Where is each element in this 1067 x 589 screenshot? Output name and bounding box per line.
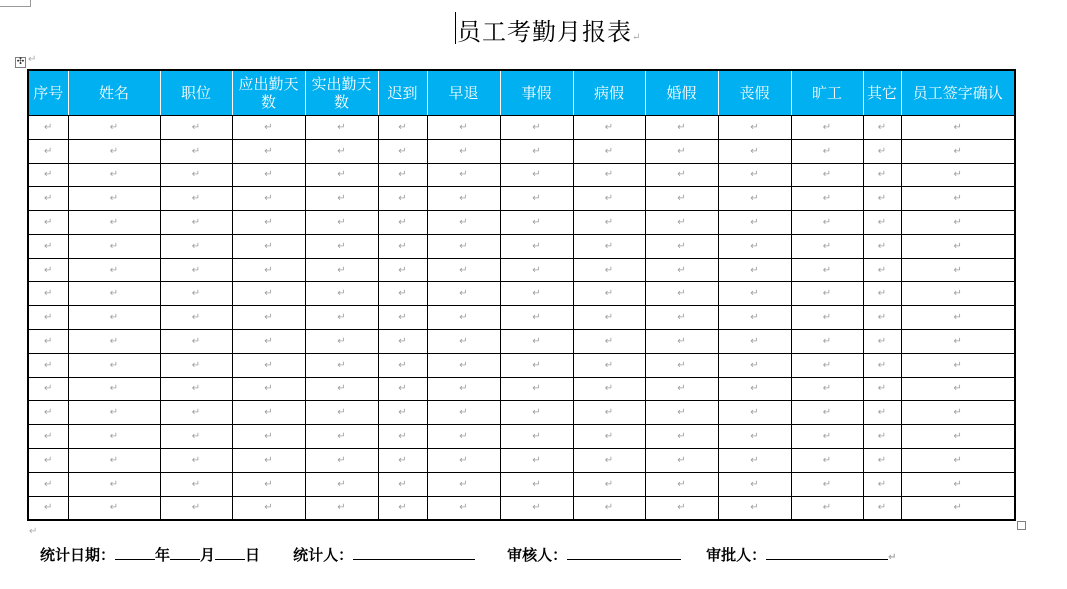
table-cell[interactable]: ↵ (160, 258, 232, 282)
table-cell[interactable]: ↵ (305, 496, 378, 519)
table-cell[interactable]: ↵ (232, 377, 305, 401)
table-cell[interactable]: ↵ (427, 211, 500, 235)
table-cell[interactable]: ↵ (68, 282, 160, 306)
table-cell[interactable]: ↵ (378, 211, 427, 235)
table-cell[interactable]: ↵ (29, 472, 68, 496)
paragraph-mark: ↵ (29, 526, 38, 537)
reviewer-label: 审核人： (507, 546, 568, 564)
table-cell[interactable]: ↵ (29, 306, 68, 330)
table-cell[interactable]: ↵ (232, 496, 305, 519)
title-text: 员工考勤月报表 (457, 18, 632, 46)
table-cell[interactable]: ↵ (500, 377, 573, 401)
table-cell[interactable]: ↵ (427, 163, 500, 187)
table-cell[interactable]: ↵ (645, 496, 718, 519)
table-cell[interactable]: ↵ (427, 496, 500, 519)
header-cell[interactable]: 职位 (160, 71, 232, 116)
paragraph-mark: ↵ (28, 54, 37, 65)
table-row (29, 258, 1014, 282)
table-cell[interactable]: ↵ (718, 139, 791, 163)
table-cell[interactable]: ↵ (160, 116, 232, 140)
header-cell[interactable]: 事假 (500, 71, 573, 116)
table-cell[interactable]: ↵ (718, 187, 791, 211)
table-cell[interactable]: ↵ (305, 448, 378, 472)
table-cell[interactable]: ↵ (427, 377, 500, 401)
table-cell[interactable]: ↵ (232, 139, 305, 163)
table-cell[interactable]: ↵ (160, 496, 232, 519)
table-cell[interactable]: ↵ (901, 187, 1014, 211)
table-cell[interactable]: ↵ (645, 139, 718, 163)
page-title[interactable] (457, 12, 641, 47)
table-cell[interactable]: ↵ (718, 116, 791, 140)
table-cell[interactable]: ↵ (500, 234, 573, 258)
table-cell[interactable]: ↵ (718, 330, 791, 354)
table-cell[interactable]: ↵ (573, 330, 645, 354)
table-cell[interactable]: ↵ (863, 330, 901, 354)
table-cell[interactable]: ↵ (500, 425, 573, 449)
table-cell[interactable]: ↵ (863, 163, 901, 187)
table-cell[interactable]: ↵ (901, 163, 1014, 187)
table-cell[interactable]: ↵ (378, 401, 427, 425)
table-body (29, 116, 1014, 520)
table-cell[interactable]: ↵ (68, 116, 160, 140)
table-cell[interactable]: ↵ (901, 377, 1014, 401)
table-cell[interactable]: ↵ (160, 330, 232, 354)
table-cell[interactable]: ↵ (500, 211, 573, 235)
day-blank[interactable] (215, 545, 245, 560)
table-cell[interactable]: ↵ (901, 234, 1014, 258)
table-cell[interactable]: ↵ (791, 282, 863, 306)
table-cell[interactable]: ↵ (378, 282, 427, 306)
header-cell[interactable]: 迟到 (378, 71, 427, 116)
table-cell[interactable]: ↵ (232, 306, 305, 330)
table-cell[interactable]: ↵ (791, 401, 863, 425)
table-cell[interactable]: ↵ (232, 211, 305, 235)
table-cell[interactable]: ↵ (500, 187, 573, 211)
table-cell[interactable]: ↵ (29, 163, 68, 187)
table-cell[interactable]: ↵ (573, 258, 645, 282)
table-cell[interactable]: ↵ (232, 425, 305, 449)
table-cell[interactable]: ↵ (232, 472, 305, 496)
header-cell[interactable]: 其它 (863, 71, 901, 116)
table-header-row (29, 71, 1014, 116)
approver-blank[interactable] (766, 545, 888, 560)
table-cell[interactable]: ↵ (232, 234, 305, 258)
table-cell[interactable]: ↵ (427, 401, 500, 425)
date-label: 统计日期： (40, 546, 116, 564)
table-cell[interactable]: ↵ (718, 163, 791, 187)
table-cell[interactable]: ↵ (427, 116, 500, 140)
table-cell[interactable]: ↵ (305, 306, 378, 330)
table-cell[interactable]: ↵ (863, 425, 901, 449)
table-cell[interactable]: ↵ (863, 377, 901, 401)
table-cell[interactable]: ↵ (500, 139, 573, 163)
table-cell[interactable]: ↵ (791, 448, 863, 472)
table-row (29, 472, 1014, 496)
table-cell[interactable]: ↵ (500, 330, 573, 354)
table-cell[interactable]: ↵ (645, 282, 718, 306)
table-cell[interactable]: ↵ (901, 282, 1014, 306)
table-cell[interactable]: ↵ (573, 377, 645, 401)
table-cell[interactable]: ↵ (863, 353, 901, 377)
table-cell[interactable]: ↵ (791, 496, 863, 519)
table-cell[interactable]: ↵ (68, 377, 160, 401)
table-cell[interactable]: ↵ (718, 496, 791, 519)
table-cell[interactable]: ↵ (645, 353, 718, 377)
table-cell[interactable]: ↵ (901, 139, 1014, 163)
table-cell[interactable]: ↵ (29, 353, 68, 377)
table-cell[interactable]: ↵ (378, 448, 427, 472)
table-cell[interactable]: ↵ (305, 330, 378, 354)
header-cell[interactable]: 实出勤天数 (305, 71, 378, 116)
table-cell[interactable]: ↵ (645, 116, 718, 140)
table-move-handle-icon[interactable]: ✣ (16, 57, 25, 67)
paragraph-mark: ↵ (888, 552, 897, 563)
table-cell[interactable]: ↵ (29, 425, 68, 449)
table-cell[interactable]: ↵ (232, 353, 305, 377)
year-label: 年 (155, 546, 171, 564)
header-cell[interactable]: 序号 (29, 71, 68, 116)
table-cell[interactable]: ↵ (29, 282, 68, 306)
table-cell[interactable]: ↵ (305, 472, 378, 496)
table-cell[interactable]: ↵ (500, 282, 573, 306)
table-cell[interactable]: ↵ (863, 258, 901, 282)
month-blank[interactable] (170, 545, 200, 560)
table-cell[interactable]: ↵ (378, 425, 427, 449)
header-cell[interactable]: 婚假 (645, 71, 718, 116)
table-row (29, 116, 1014, 140)
table-cell[interactable]: ↵ (160, 425, 232, 449)
table-cell[interactable]: ↵ (160, 163, 232, 187)
table-cell[interactable]: ↵ (68, 234, 160, 258)
table-cell[interactable]: ↵ (573, 282, 645, 306)
table-cell[interactable]: ↵ (29, 211, 68, 235)
table-cell[interactable]: ↵ (427, 187, 500, 211)
table-cell[interactable]: ↵ (718, 472, 791, 496)
text-cursor (455, 12, 456, 44)
table-cell[interactable]: ↵ (232, 448, 305, 472)
table-cell[interactable]: ↵ (427, 425, 500, 449)
table-cell[interactable]: ↵ (68, 187, 160, 211)
table-cell[interactable]: ↵ (29, 187, 68, 211)
table-cell[interactable]: ↵ (29, 377, 68, 401)
stat-person-label: 统计人： (293, 546, 354, 564)
approver-label: 审批人： (706, 546, 767, 564)
header-cell[interactable]: 丧假 (718, 71, 791, 116)
table-cell[interactable]: ↵ (68, 139, 160, 163)
table-cell[interactable]: ↵ (305, 187, 378, 211)
table-cell[interactable]: ↵ (863, 306, 901, 330)
table-cell[interactable]: ↵ (573, 306, 645, 330)
table-cell[interactable]: ↵ (718, 234, 791, 258)
table-cell[interactable]: ↵ (863, 496, 901, 519)
table-row (29, 163, 1014, 187)
table-row (29, 234, 1014, 258)
year-blank[interactable] (115, 545, 155, 560)
table-cell[interactable]: ↵ (863, 116, 901, 140)
table-cell[interactable]: ↵ (863, 187, 901, 211)
table-cell[interactable]: ↵ (573, 472, 645, 496)
stat-person-blank[interactable] (353, 545, 475, 560)
table-cell[interactable]: ↵ (378, 139, 427, 163)
table-cell[interactable]: ↵ (160, 139, 232, 163)
table-cell[interactable]: ↵ (791, 211, 863, 235)
table-cell[interactable]: ↵ (791, 353, 863, 377)
table-cell[interactable]: ↵ (378, 306, 427, 330)
header-cell[interactable]: 员工签字确认 (901, 71, 1014, 116)
table-cell[interactable]: ↵ (901, 472, 1014, 496)
table-cell[interactable]: ↵ (378, 163, 427, 187)
table-cell[interactable]: ↵ (68, 425, 160, 449)
table-cell[interactable]: ↵ (160, 282, 232, 306)
table-cell[interactable]: ↵ (901, 306, 1014, 330)
table-cell[interactable]: ↵ (901, 116, 1014, 140)
header-cell[interactable]: 应出勤天数 (232, 71, 305, 116)
table-cell[interactable]: ↵ (863, 139, 901, 163)
table-cell[interactable]: ↵ (160, 448, 232, 472)
table-cell[interactable]: ↵ (645, 377, 718, 401)
table-cell[interactable]: ↵ (901, 211, 1014, 235)
table-cell[interactable]: ↵ (645, 425, 718, 449)
table-cell[interactable]: ↵ (791, 163, 863, 187)
table-cell[interactable]: ↵ (500, 306, 573, 330)
table-cell[interactable]: ↵ (645, 234, 718, 258)
table-row (29, 330, 1014, 354)
table-cell[interactable]: ↵ (901, 330, 1014, 354)
table-cell[interactable]: ↵ (718, 211, 791, 235)
table-cell[interactable]: ↵ (645, 211, 718, 235)
table-row (29, 211, 1014, 235)
table-cell[interactable]: ↵ (232, 163, 305, 187)
table-cell[interactable]: ↵ (68, 401, 160, 425)
table-cell[interactable]: ↵ (791, 187, 863, 211)
table-cell[interactable]: ↵ (378, 496, 427, 519)
table-cell[interactable]: ↵ (901, 448, 1014, 472)
table-cell[interactable]: ↵ (573, 234, 645, 258)
table-cell[interactable]: ↵ (901, 353, 1014, 377)
table-cell[interactable]: ↵ (573, 353, 645, 377)
table-cell[interactable]: ↵ (791, 234, 863, 258)
table-cell[interactable]: ↵ (29, 258, 68, 282)
table-cell[interactable]: ↵ (718, 258, 791, 282)
table-cell[interactable]: ↵ (29, 234, 68, 258)
table-cell[interactable]: ↵ (718, 425, 791, 449)
table-cell[interactable]: ↵ (232, 330, 305, 354)
table-cell[interactable]: ↵ (791, 472, 863, 496)
table-cell[interactable]: ↵ (427, 472, 500, 496)
table-cell[interactable]: ↵ (160, 306, 232, 330)
table-cell[interactable]: ↵ (500, 353, 573, 377)
table-cell[interactable]: ↵ (378, 116, 427, 140)
table-cell[interactable]: ↵ (305, 211, 378, 235)
reviewer-blank[interactable] (567, 545, 681, 560)
table-cell[interactable]: ↵ (378, 330, 427, 354)
table-row (29, 306, 1014, 330)
table-cell[interactable]: ↵ (305, 139, 378, 163)
table-cell[interactable]: ↵ (863, 448, 901, 472)
table-cell[interactable]: ↵ (791, 116, 863, 140)
table-cell[interactable]: ↵ (378, 258, 427, 282)
table-row (29, 282, 1014, 306)
table-cell[interactable]: ↵ (29, 139, 68, 163)
table-row (29, 448, 1014, 472)
table-cell[interactable]: ↵ (718, 306, 791, 330)
table-cell[interactable]: ↵ (305, 258, 378, 282)
table-cell[interactable]: ↵ (427, 448, 500, 472)
table-cell[interactable]: ↵ (500, 401, 573, 425)
table-row (29, 377, 1014, 401)
table-cell[interactable]: ↵ (645, 163, 718, 187)
table-cell[interactable]: ↵ (863, 234, 901, 258)
table-cell[interactable]: ↵ (378, 187, 427, 211)
table-cell[interactable]: ↵ (68, 330, 160, 354)
table-cell[interactable]: ↵ (645, 306, 718, 330)
table-cell[interactable]: ↵ (232, 116, 305, 140)
table-cell[interactable]: ↵ (500, 258, 573, 282)
table-cell[interactable]: ↵ (160, 377, 232, 401)
table-cell[interactable]: ↵ (901, 425, 1014, 449)
table-cell[interactable]: ↵ (427, 353, 500, 377)
table-cell[interactable]: ↵ (29, 401, 68, 425)
table-cell[interactable]: ↵ (160, 234, 232, 258)
table-cell[interactable]: ↵ (232, 401, 305, 425)
table-cell[interactable]: ↵ (68, 211, 160, 235)
page-corner-mark (0, 0, 31, 7)
table-cell[interactable]: ↵ (378, 353, 427, 377)
table-cell[interactable]: ↵ (500, 472, 573, 496)
table-cell[interactable]: ↵ (718, 401, 791, 425)
table-cell[interactable]: ↵ (68, 163, 160, 187)
table-cell[interactable]: ↵ (305, 282, 378, 306)
table-cell[interactable]: ↵ (791, 306, 863, 330)
table-cell[interactable]: ↵ (500, 496, 573, 519)
header-cell[interactable]: 姓名 (68, 71, 160, 116)
table-cell[interactable]: ↵ (791, 330, 863, 354)
table-resize-handle[interactable] (1017, 521, 1026, 530)
table-cell[interactable]: ↵ (573, 211, 645, 235)
table-cell[interactable]: ↵ (791, 377, 863, 401)
table-cell[interactable]: ↵ (305, 163, 378, 187)
signature-footer (40, 544, 897, 565)
table-cell[interactable]: ↵ (232, 282, 305, 306)
table-cell[interactable]: ↵ (645, 187, 718, 211)
table-cell[interactable]: ↵ (68, 496, 160, 519)
table-cell[interactable]: ↵ (901, 258, 1014, 282)
table-cell[interactable]: ↵ (645, 472, 718, 496)
table-cell[interactable]: ↵ (378, 472, 427, 496)
table-cell[interactable]: ↵ (573, 401, 645, 425)
table-cell[interactable]: ↵ (573, 448, 645, 472)
table-cell[interactable]: ↵ (573, 139, 645, 163)
table-cell[interactable]: ↵ (573, 116, 645, 140)
table-cell[interactable]: ↵ (160, 211, 232, 235)
table-cell[interactable]: ↵ (953, 502, 962, 514)
table-cell[interactable]: ↵ (500, 448, 573, 472)
table-cell[interactable]: ↵ (68, 353, 160, 377)
table-cell[interactable]: ↵ (427, 139, 500, 163)
header-cell[interactable]: 早退 (427, 71, 500, 116)
table-cell[interactable]: ↵ (305, 234, 378, 258)
table-cell[interactable]: ↵ (305, 401, 378, 425)
table-cell[interactable]: ↵ (305, 353, 378, 377)
table-cell[interactable]: ↵ (305, 116, 378, 140)
table-cell[interactable]: ↵ (791, 139, 863, 163)
table-cell[interactable]: ↵ (305, 425, 378, 449)
table-cell[interactable]: ↵ (500, 163, 573, 187)
table-row (29, 187, 1014, 211)
table-cell[interactable]: ↵ (791, 258, 863, 282)
table-row (29, 139, 1014, 163)
table-cell[interactable]: ↵ (68, 258, 160, 282)
table-cell[interactable]: ↵ (427, 258, 500, 282)
table-cell[interactable]: ↵ (427, 234, 500, 258)
table-cell[interactable]: ↵ (645, 258, 718, 282)
table-cell[interactable]: ↵ (573, 425, 645, 449)
table-row (29, 401, 1014, 425)
table-cell[interactable]: ↵ (160, 353, 232, 377)
table-cell[interactable]: ↵ (718, 282, 791, 306)
table-cell[interactable]: ↵ (378, 377, 427, 401)
table-cell[interactable]: ↵ (863, 282, 901, 306)
table-cell[interactable]: ↵ (500, 116, 573, 140)
header-cell[interactable]: 旷工 (791, 71, 863, 116)
table-cell[interactable]: ↵ (29, 496, 68, 519)
table-cell[interactable]: ↵ (573, 187, 645, 211)
table-cell[interactable]: ↵ (378, 234, 427, 258)
table-cell[interactable]: ↵ (573, 496, 645, 519)
table-cell[interactable]: ↵ (68, 448, 160, 472)
table-cell[interactable]: ↵ (29, 448, 68, 472)
table-cell[interactable]: ↵ (573, 163, 645, 187)
header-cell[interactable]: 病假 (573, 71, 645, 116)
table-cell[interactable]: ↵ (427, 306, 500, 330)
table-row (29, 425, 1014, 449)
table-cell[interactable]: ↵ (863, 211, 901, 235)
month-label: 月 (200, 546, 216, 564)
table-cell[interactable]: ↵ (427, 282, 500, 306)
table-cell[interactable]: ↵ (645, 448, 718, 472)
table-cell[interactable]: ↵ (718, 377, 791, 401)
table-cell[interactable]: ↵ (863, 401, 901, 425)
table-row (29, 496, 1014, 519)
table-cell[interactable]: ↵ (645, 330, 718, 354)
table-row (29, 353, 1014, 377)
table-cell[interactable]: ↵ (718, 353, 791, 377)
table-cell[interactable]: ↵ (232, 258, 305, 282)
table-cell[interactable]: ↵ (29, 330, 68, 354)
day-label: 日 (245, 546, 261, 564)
table-cell[interactable]: ↵ (718, 448, 791, 472)
table-cell[interactable]: ↵ (863, 472, 901, 496)
table-cell[interactable]: ↵ (232, 187, 305, 211)
table-cell[interactable]: ↵ (160, 401, 232, 425)
table-cell[interactable]: ↵ (29, 116, 68, 140)
table-cell[interactable]: ↵ (68, 306, 160, 330)
table-cell[interactable]: ↵ (645, 401, 718, 425)
table-cell[interactable]: ↵ (160, 187, 232, 211)
table-cell[interactable]: ↵ (427, 330, 500, 354)
table-cell[interactable]: ↵ (305, 377, 378, 401)
attendance-table (27, 69, 1016, 521)
paragraph-mark: ↵ (632, 32, 642, 43)
table-cell[interactable]: ↵ (791, 425, 863, 449)
table-cell[interactable]: ↵ (160, 472, 232, 496)
table-cell[interactable]: ↵ (901, 401, 1014, 425)
table-cell[interactable]: ↵ (68, 472, 160, 496)
